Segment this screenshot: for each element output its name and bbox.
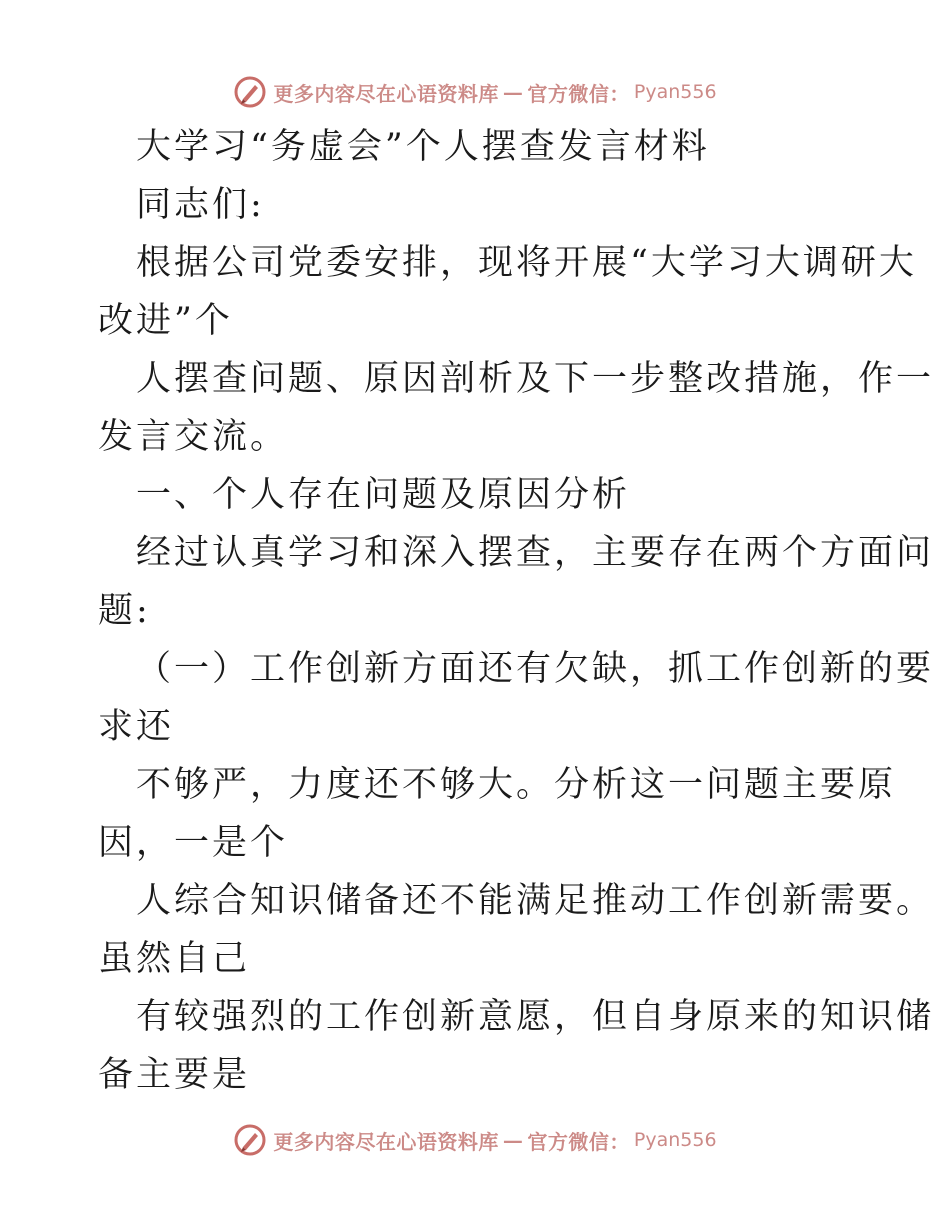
document-line: 一、个人存在问题及原因分析 (136, 475, 631, 515)
watermark-brand: 更多内容尽在心语资料库 (273, 81, 499, 106)
watermark-banner-bottom (0, 1120, 950, 1160)
watermark-wechat-id: Pyan556 (633, 81, 717, 103)
document-line: 大学习“务虚会”个人摆查发言材料 (136, 127, 710, 167)
document-line: 不够严，力度还不够大。分析这一问题主要原 (136, 765, 897, 805)
pen-logo-icon (233, 1123, 267, 1157)
document-line: （一）工作创新方面还有欠缺，抓工作创新的要 (136, 649, 935, 689)
pen-logo-icon (233, 75, 267, 109)
document-line: 人综合知识储备还不能满足推动工作创新需要。 (136, 881, 935, 921)
document-line: 题: (98, 591, 151, 631)
document-line: 因，一是个 (98, 823, 289, 863)
watermark-wechat-id: Pyan556 (633, 1129, 717, 1151)
document-line: 发言交流。 (98, 417, 289, 457)
document-line: 求还 (98, 707, 175, 747)
watermark-brand: 更多内容尽在心语资料库 (273, 1129, 499, 1154)
watermark-wechat-label: 官方微信： (527, 1129, 630, 1154)
watermark-dash: — (502, 80, 524, 104)
watermark-banner-top (0, 72, 950, 112)
document-line: 有较强烈的工作创新意愿，但自身原来的知识储 (136, 997, 935, 1037)
document-line: 虽然自己 (98, 939, 251, 979)
document-line: 人摆查问题、原因剖析及下一步整改措施，作一 (136, 359, 935, 399)
document-line: 同志们: (136, 185, 265, 225)
watermark-wechat-label: 官方微信： (527, 81, 630, 106)
watermark-dash: — (502, 1128, 524, 1152)
document-body (98, 118, 935, 1104)
document-line: 经过认真学习和深入摆查，主要存在两个方面问 (136, 533, 935, 573)
document-line: 改进”个 (98, 301, 233, 341)
document-line: 根据公司党委安排，现将开展“大学习大调研大 (136, 243, 917, 283)
document-line: 备主要是 (98, 1055, 251, 1095)
